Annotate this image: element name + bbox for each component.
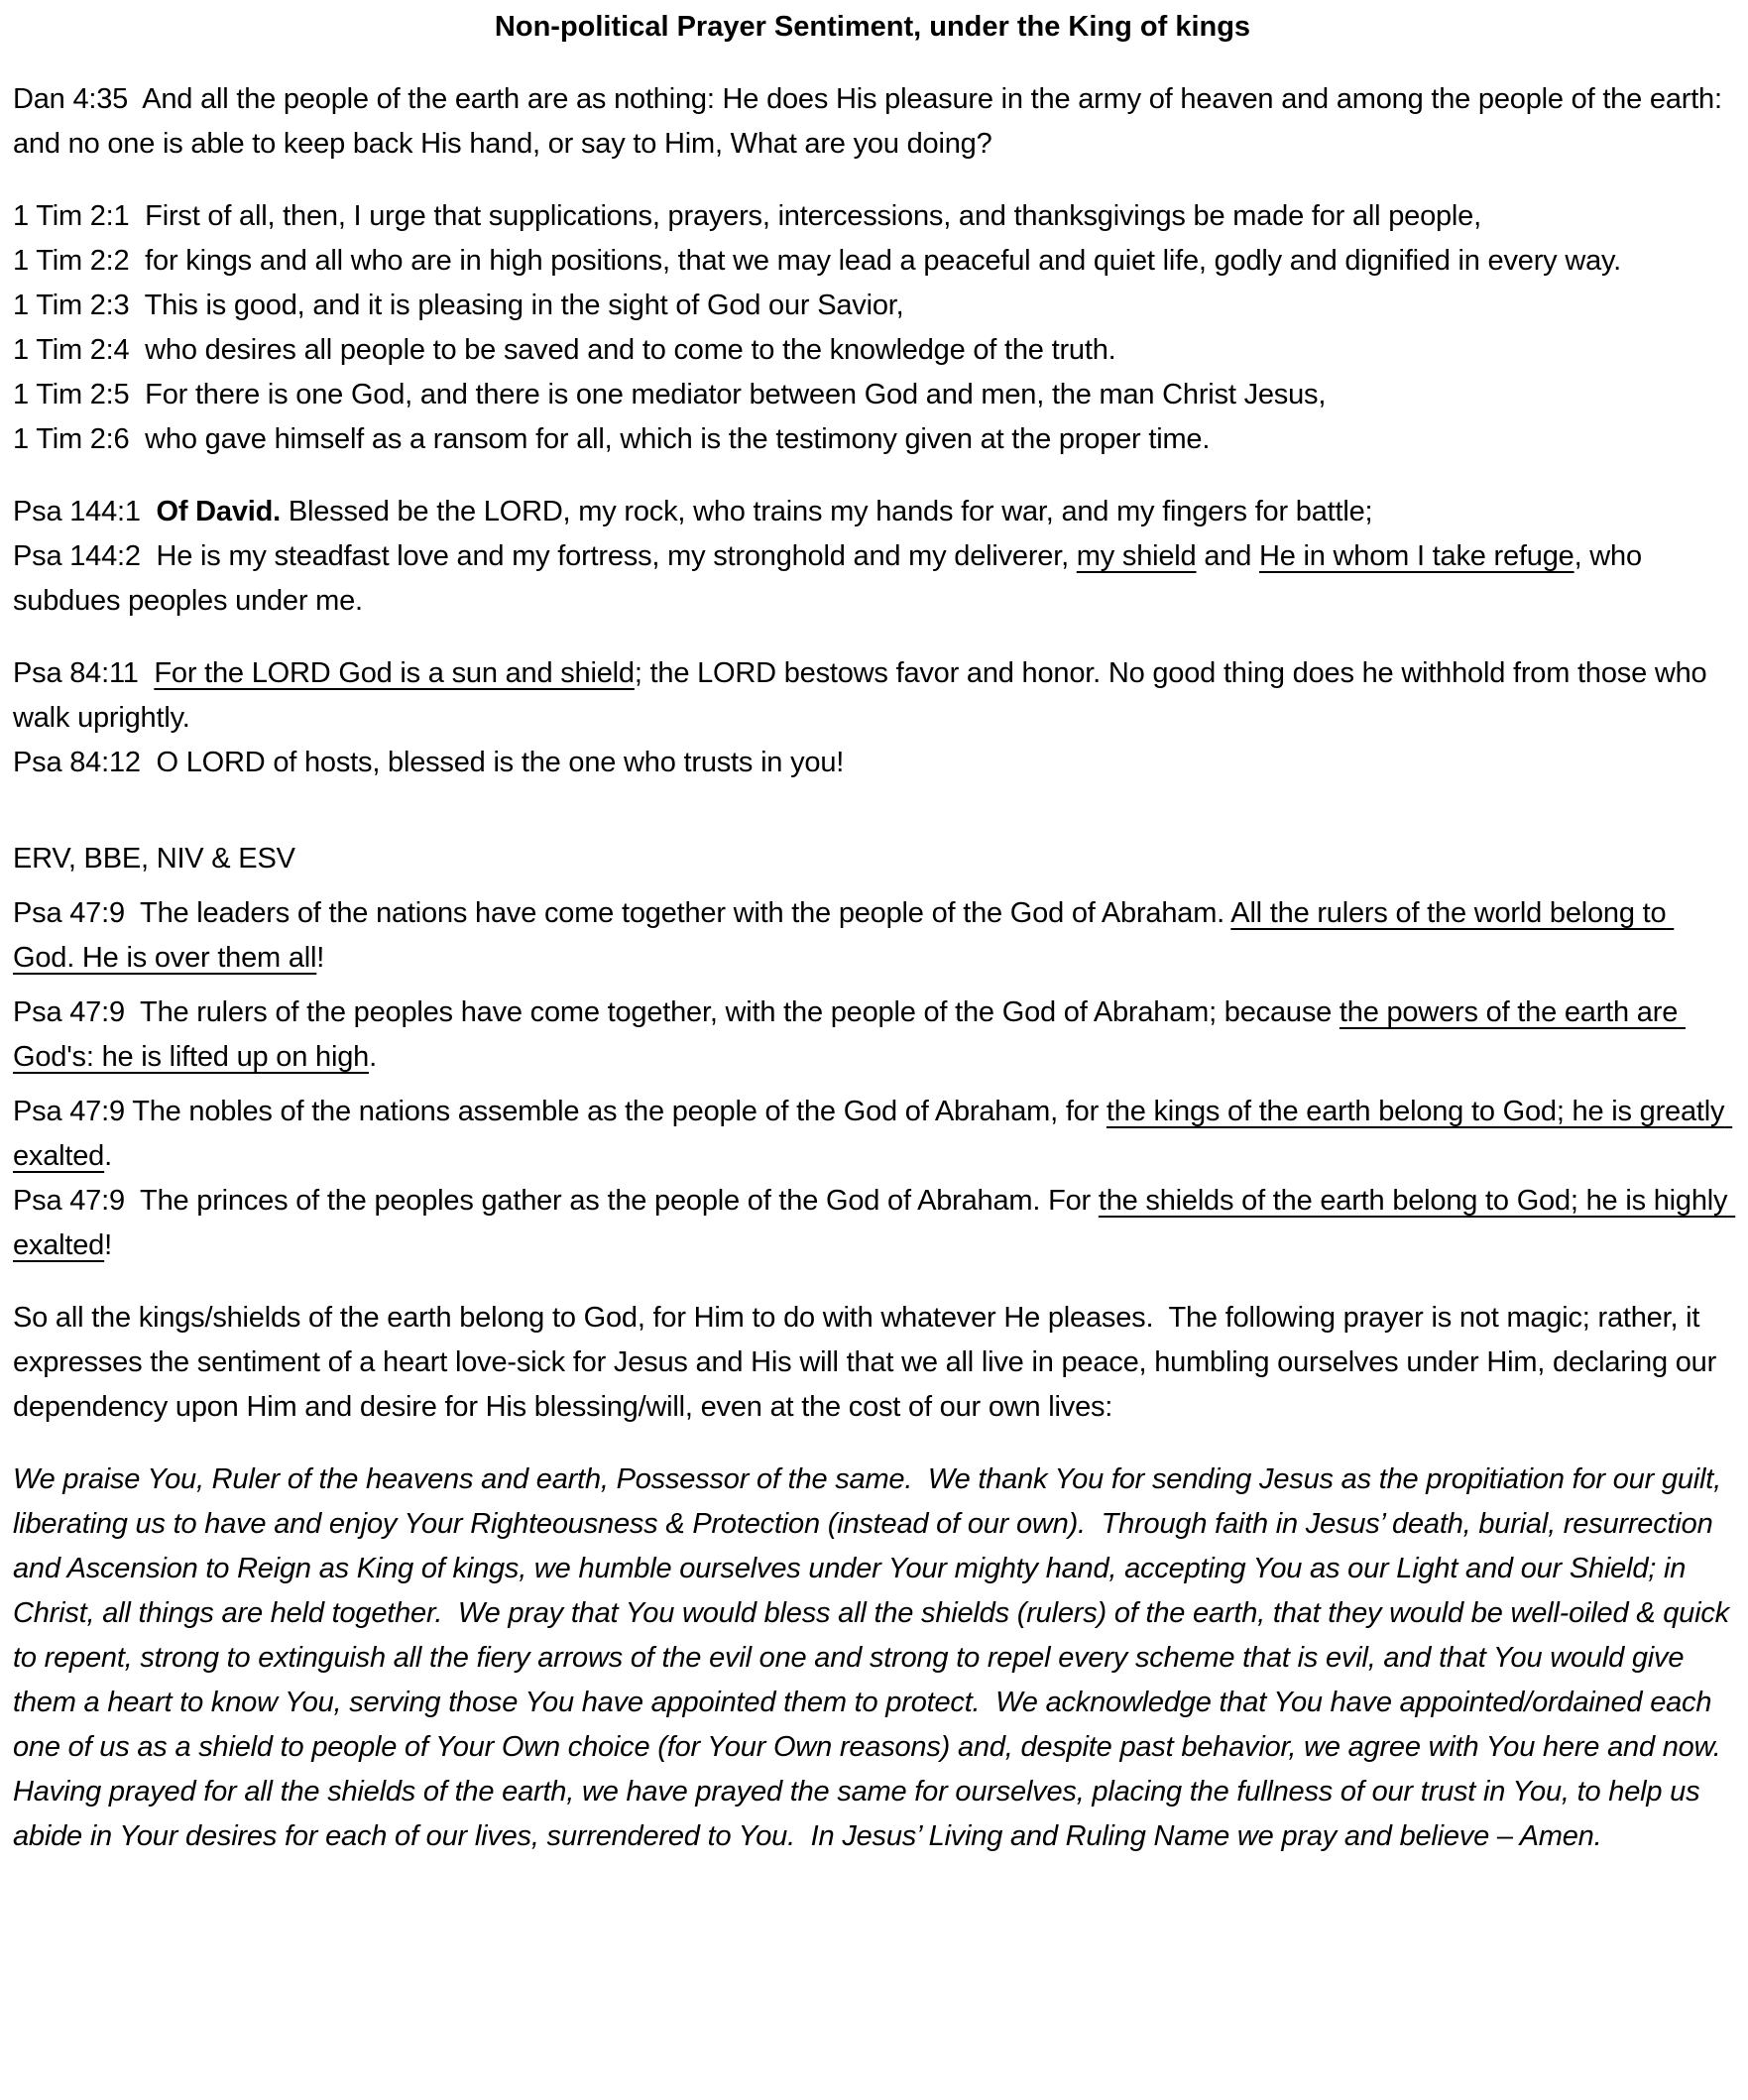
- text-run: ; the LORD bestows favor and honor. No good thing does he withhold from those who walk uprightly.: [13, 657, 1715, 734]
- verse-1tim-2-4: [13, 328, 1732, 373]
- text-run: the powers of the earth are God's: he is lifted up on high: [13, 996, 1686, 1073]
- verse-1tim-2-6: [13, 417, 1732, 462]
- text-run: the shields of the earth belong to God; he is highly exalted: [13, 1185, 1736, 1261]
- translations-label: [13, 837, 1732, 881]
- text-run: .: [369, 1041, 377, 1073]
- verse-psa-144-1: [13, 490, 1732, 534]
- text-run: !: [104, 1229, 112, 1261]
- text-run: Of David.: [156, 496, 282, 527]
- verse-1tim-2-5: [13, 373, 1732, 417]
- text-run: Psa 144:2 He is my steadfast love and my fortress, my stronghold and my deliverer,: [13, 540, 1077, 572]
- verse-psa-144-2: [13, 534, 1732, 624]
- verse-1tim-2-2: [13, 239, 1732, 284]
- text-run: Psa 47:9 The princes of the peoples gather as the people of the God of Abraham. For: [13, 1185, 1099, 1217]
- verse-psa-84-11: [13, 651, 1732, 741]
- text-run: Psa 84:12 O LORD of hosts, blessed is the one who trusts in you!: [13, 747, 845, 778]
- text-run: and: [1196, 540, 1259, 572]
- text-run: Blessed be the LORD, my rock, who trains my hands for war, and my fingers for battle;: [281, 496, 1373, 527]
- verse-psa-47-9-esv: [13, 1179, 1736, 1268]
- text-run: Psa 47:9 The leaders of the nations have come together with the people of the God of Abraham.: [13, 897, 1231, 929]
- text-run: !: [316, 942, 325, 974]
- text-run: 1 Tim 2:4 who desires all people to be saved and to come to the knowledge of the truth.: [13, 334, 1116, 366]
- text-run: my shield: [1076, 540, 1197, 572]
- verse-psa-47-9-niv: [13, 1090, 1732, 1179]
- document-body: [13, 77, 1737, 1859]
- text-run: We praise You, Ruler of the heavens and earth, Possessor of the same. We thank You for sending Jesus as the propitiation for our guilt, liberating us to have and enjoy Your Righteousness & Protection (instead of our own). Through faith in Jesus’ death, burial, resurrection and Ascension to Reign as King of kings, we humble ourselves under Your mighty hand, accepting You as our Light and our Shield; in Christ, all things are held together. We pray that You would bless all the shields (rulers) of the earth, that they would be well-oiled & quick to repent, strong to extinguish all the fiery arrows of the evil one and strong to repel every scheme that is evil, and that You would give them a heart to know You, serving those You have appointed them to protect. We acknowledge that You have appointed/ordained each one of us as a shield to people of Your Own choice (for Your Own reasons) and, despite past behavior, we agree with You here and now. Having prayed for all the shields of the earth, we have prayed the same for ourselves, placing the fullness of our trust in You, to help us abide in Your desires for each of our lives, surrendered to You. In Jesus’ Living and Ruling Name we pray and believe – Amen.: [13, 1463, 1737, 1852]
- verse-1tim-2-3: [13, 284, 1732, 328]
- text-run: 1 Tim 2:3 This is good, and it is pleasing in the sight of God our Savior,: [13, 290, 904, 321]
- text-run: Psa 84:11: [13, 657, 155, 689]
- text-run: 1 Tim 2:5 For there is one God, and there is one mediator between God and men, the man Christ Jesus,: [13, 379, 1327, 410]
- text-run: .: [104, 1140, 112, 1172]
- verse-psa-47-9-erv: [13, 891, 1732, 981]
- verse-psa-47-9-bbe: [13, 991, 1732, 1080]
- text-run: He in whom I take refuge: [1258, 540, 1574, 572]
- text-run: Dan 4:35 And all the people of the earth are as nothing: He does His pleasure in the army of heaven and among the people of the earth: and no one is able to keep back His hand, or say to Him, What are you doing?: [13, 83, 1730, 160]
- verse-1tim-2-1: [13, 194, 1732, 239]
- verse-psa-84-12: [13, 741, 1732, 785]
- text-run: Psa 47:9 The rulers of the peoples have come together, with the people of the God of Abraham; because: [13, 996, 1340, 1028]
- text-run: Psa 47:9 The nobles of the nations assemble as the people of the God of Abraham, for: [13, 1096, 1107, 1127]
- prayer: [13, 1458, 1737, 1859]
- text-run: the kings of the earth belong to God; he is greatly exalted: [13, 1096, 1733, 1172]
- page-title: Non-political Prayer Sentiment, under the King of kings: [494, 11, 1251, 43]
- commentary: [13, 1296, 1732, 1430]
- text-run: 1 Tim 2:1 First of all, then, I urge that supplications, prayers, intercessions, and thanksgivings be made for all people,: [13, 200, 1481, 232]
- text-run: All the rulers of the world belong to God. He is over them all: [13, 897, 1675, 974]
- text-run: For the LORD God is a sun and shield: [154, 657, 635, 689]
- verse-dan-4-35: [13, 77, 1732, 167]
- text-run: Psa 144:1: [13, 496, 157, 527]
- text-run: So all the kings/shields of the earth belong to God, for Him to do with whatever He pleases. The following prayer is not magic; rather, it expresses the sentiment of a heart love-sick for Jesus and His will that we all live in peace, humbling ourselves under Him, declaring our dependency upon Him and desire for His blessing/will, even at the cost of our own lives:: [13, 1302, 1724, 1423]
- text-run: 1 Tim 2:2 for kings and all who are in high positions, that we may lead a peaceful and quiet life, godly and dignified in every way.: [13, 245, 1621, 277]
- text-run: 1 Tim 2:6 who gave himself as a ransom for all, which is the testimony given at the proper time.: [13, 423, 1211, 455]
- text-run: ERV, BBE, NIV & ESV: [13, 843, 295, 875]
- text-run: , who subdues peoples under me.: [13, 540, 1650, 617]
